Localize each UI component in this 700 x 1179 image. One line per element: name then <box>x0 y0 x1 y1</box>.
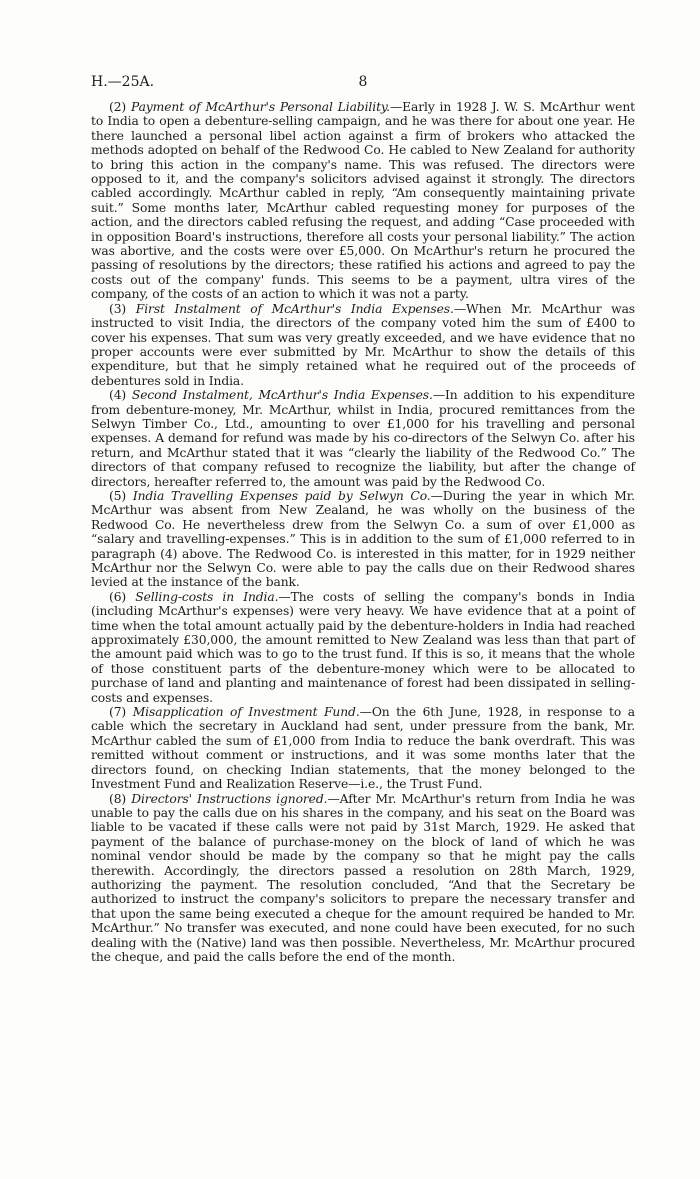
paragraph-heading: Misapplication of Investment Fund. <box>132 705 360 720</box>
paragraph-5 <box>91 489 635 590</box>
paragraph-3 <box>91 302 635 388</box>
paragraph-heading: Directors' Instructions ignored. <box>131 791 328 806</box>
paragraph-number: (7) <box>109 705 127 720</box>
paragraph-number: (8) <box>109 791 127 806</box>
paragraph-body: —Early in 1928 J. W. S. McArthur went to India to open a debenture-selling campaign, and he was there for about one year. He there launched a personal libel action against a firm of brokers who attacked the methods adopted on behalf of the Redwood Co. He cabled to New Zealand for authority to bring this action in the company's name. This was refused. The directors were opposed to it, and the company's solicitors advised against it strongly. The directors cabled accordingly. McArthur cabled in reply, “Am consequently maintaining private suit.” Some months later, McArthur cabled requesting money for purposes of the action, and the directors cabled refusing the request, and adding “Case proceeded with in opposition Board's instructions, therefore all costs your personal liability.” The action was abortive, and the costs were over £5,000. On McArthur's return he procured the passing of resolutions by the directors; these ratified his actions and agreed to pay the costs out of the company' funds. This seems to be a payment, ultra vires of the company, of the costs of an action to which it was not a party. <box>91 100 635 302</box>
paragraph-body: —The costs of selling the company's bonds in India (including McArthur's expenses) were very heavy. We have evidence that at a point of time when the total amount actually paid by the debenture-holders in India had reached approximately £30,000, the amount remitted to New Zealand was less than that part of the amount paid which was to go to the trust fund. If this is so, it means that the whole of those constituent parts of the debenture-money which were to be allocated to purchase of land and planting and maintenance of forest had been dissipated in selling-costs and expenses. <box>91 589 635 705</box>
paragraph-7 <box>91 705 635 791</box>
paragraph-heading: First Instalment of McArthur's India Expenses. <box>135 301 454 316</box>
paragraph-body: —After Mr. McArthur's return from India he was unable to pay the calls due on his shares in the company, and his seat on the Board was liable to be vacated if these calls were not paid by 31st March, 1929. He asked that payment of the balance of purchase-money on the block of land of which he was nominal vendor should be made by the company so that he might pay the calls therewith. Accordingly, the directors passed a resolution on 28th March, 1929, authorizing the payment. The resolution concluded, “And that the Secretary be authorized to instruct the company's solicitors to prepare the necessary transfer and that upon the same being executed a cheque for the amount required be handed to Mr. McArthur.” No transfer was executed, and none could have been executed, for no such dealing with the (Native) land was then possible. Nevertheless, Mr. McArthur procured the cheque, and paid the calls before the end of the month. <box>91 791 635 964</box>
paragraph-number: (3) <box>109 301 127 316</box>
paragraph-body: —During the year in which Mr. McArthur was absent from New Zealand, he was wholly on the business of the Redwood Co. He nevertheless drew from the Selwyn Co. a sum of over £1,000 as “salary and travelling-expenses.” This is in addition to the sum of £1,000 referred to in paragraph (4) above. The Redwood Co. is interested in this matter, for in 1929 neither McArthur nor the Selwyn Co. were able to pay the calls due on their Redwood shares levied at the instance of the bank. <box>91 488 635 590</box>
page-header <box>91 74 635 100</box>
paragraph-number: (2) <box>109 100 127 114</box>
paragraph-body: —In addition to his expenditure from debenture-money, Mr. McArthur, whilst in India, procured remittances from the Selwyn Timber Co., Ltd., amounting to over £1,000 for his travelling and personal expenses. A demand for refund was made by his co-directors of the Selwyn Co. after his return, and McArthur stated that it was “clearly the liability of the Redwood Co.” The directors of that company refused to recognize the liability, but after the change of directors, hereafter referred to, the amount was paid by the Redwood Co. <box>91 388 635 489</box>
paragraph-number: (6) <box>109 589 127 604</box>
paragraph-body: —When Mr. McArthur was instructed to visit India, the directors of the company voted him the sum of £400 to cover his expenses. That sum was very greatly exceeded, and we have evidence that no proper accounts were ever submitted by Mr. McArthur to show the details of this expenditure, but that he simply retained what he required out of the proceeds of debentures sold in India. <box>91 301 636 388</box>
paragraph-2 <box>91 100 635 302</box>
document-reference: H.—25A. <box>91 74 155 90</box>
paragraph-number: (5) <box>109 488 127 503</box>
document-page <box>91 74 635 964</box>
paragraph-body: —On the 6th June, 1928, in response to a cable which the secretary in Auckland had sent, under pressure from the bank, Mr. McArthur cabled the sum of £1,000 from India to reduce the bank overdraft. This was remitted without comment or instructions, and it was some months later that the directors found, on checking Indian statements, that the money belonged to the Investment Fund and Realization Reserve—i.e., the Trust Fund. <box>91 705 635 792</box>
paragraph-heading: Selling-costs in India. <box>135 589 279 604</box>
paragraph-number: (4) <box>109 388 127 403</box>
paragraph-heading: Second Instalment, McArthur's India Expenses. <box>131 388 433 403</box>
page-number: 8 <box>358 74 368 90</box>
paragraph-6 <box>91 590 635 705</box>
paragraph-4 <box>91 388 635 489</box>
paragraph-heading: India Travelling Expenses paid by Selwyn Co. <box>132 488 431 503</box>
paragraph-heading: Payment of McArthur's Personal Liability. <box>130 100 390 114</box>
paragraph-8 <box>91 792 635 965</box>
